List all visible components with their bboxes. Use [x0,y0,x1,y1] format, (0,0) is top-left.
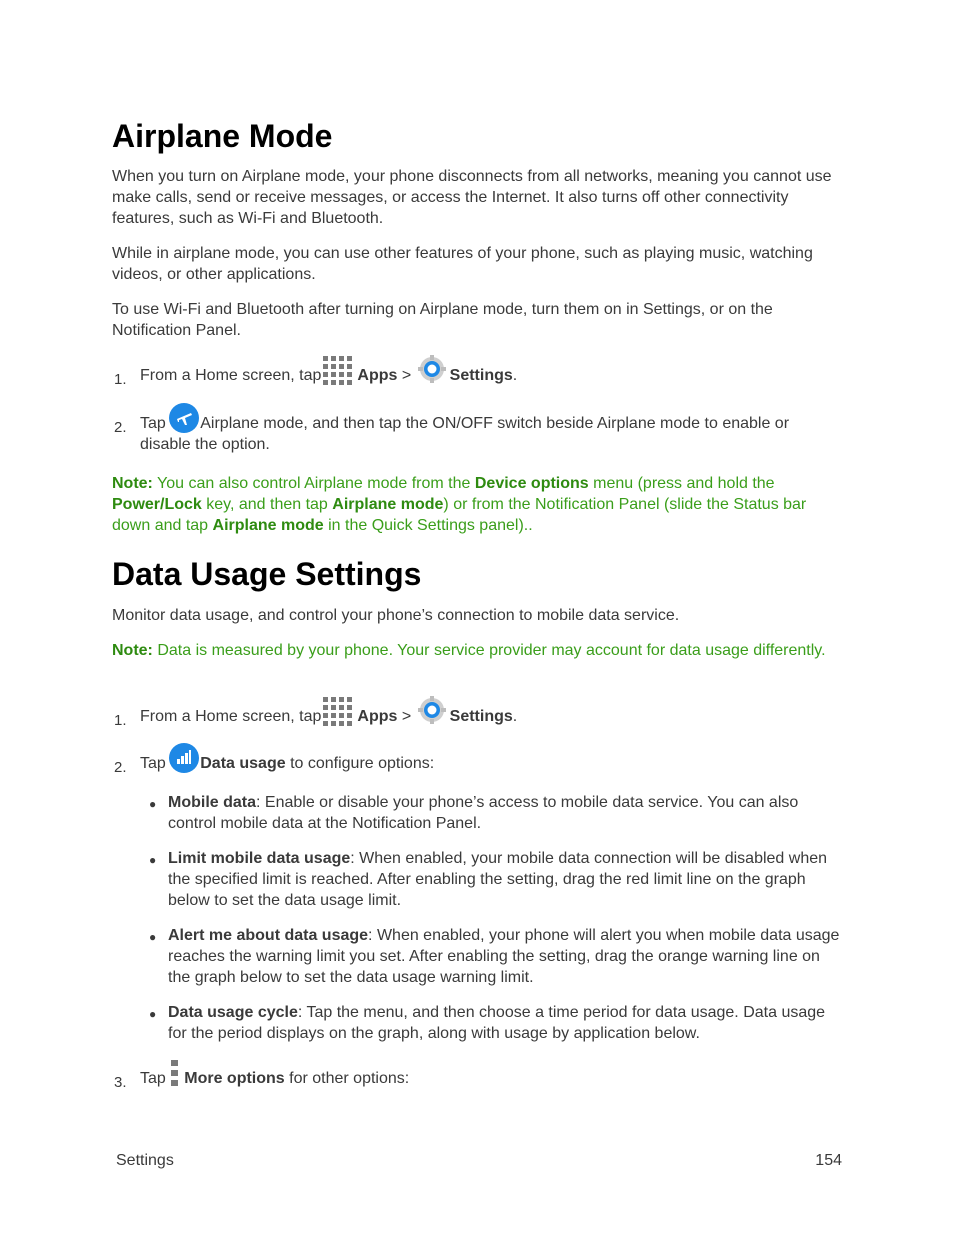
step-text: Tap [140,415,166,432]
apps-label: Apps [357,367,398,384]
bullet-dot: ● [149,930,157,944]
note-bold: Device options [474,475,589,492]
footer-page-number: 154 [815,1152,842,1169]
more-options-icon [168,1057,182,1089]
bullet-usage-cycle [168,1002,843,1044]
settings-label: Settings [449,708,513,725]
data-usage-intro: Monitor data usage, and control your phone’s connection to mobile data service. [112,607,680,624]
settings-gear-icon [416,354,448,386]
step-number: 1. [114,712,127,729]
airplane-features-paragraph: While in airplane mode, you can use other features of your phone, such as playing music, watching videos, or other applications. [112,245,813,283]
bullet-mobile-data [168,792,843,834]
step-text: Tap [140,1070,166,1087]
apps-grid-icon [321,354,357,386]
data-usage-icon [168,742,200,774]
settings-label: Settings [449,367,513,384]
apps-label: Apps [357,708,398,725]
bullet-desc: : Enable or disable your phone’s access to mobile data service. You can also control mobile data at the Notification Panel. [168,794,799,832]
note-text: in the Quick Settings panel).. [323,517,533,534]
airplane-mode-heading: Airplane Mode [112,118,333,154]
airplane-note [112,473,842,536]
period: . [512,367,518,384]
step-text: From a Home screen, tap [140,367,322,384]
step-number: 1. [114,371,127,388]
bullet-dot: ● [149,853,157,867]
note-bold: Power/Lock [112,496,202,513]
data-step-1 [140,695,840,727]
airplane-intro-paragraph: When you turn on Airplane mode, your phone disconnects from all networks, meaning you cannot use make calls, send or receive messages, or access the Internet. It also turns off other connectivity features, such as Wi-Fi and Bluetooth. [112,168,832,227]
step-text: Tap [140,755,166,772]
note-label: Note: [112,475,153,492]
separator: > [397,367,416,384]
note-bold: Airplane mode [332,496,444,513]
settings-gear-icon [416,695,448,727]
step-text: Airplane mode, and then tap the ON/OFF switch beside Airplane mode to enable or disable the option. [140,415,790,453]
note-text: key, and then tap [201,496,333,513]
note-text: Data is measured by your phone. Your service provider may account for data usage differently. [152,642,826,659]
airplane-wifi-paragraph: To use Wi-Fi and Bluetooth after turning on Airplane mode, turn them on in Settings, or on the Notification Panel. [112,301,773,339]
airplane-step-1 [140,354,840,386]
bullet-dot: ● [149,797,157,811]
note-label: Note: [112,642,153,659]
note-bold: Airplane mode [212,517,324,534]
footer-section-name: Settings [116,1152,174,1169]
period: . [512,708,518,725]
step-number: 2. [114,419,127,436]
bullet-desc: : Tap the menu, and then choose a time period for data usage. Data usage for the period displays on the graph, along with usage by application below. [168,1004,826,1042]
bullet-limit-usage [168,848,843,911]
airplane-icon [168,402,200,434]
bullet-alert-usage [168,925,843,988]
bullet-label: Data usage cycle [168,1004,298,1021]
data-usage-label: Data usage [200,755,286,772]
more-options-label: More options [184,1070,285,1087]
data-step-3 [140,1057,840,1089]
bullet-label: Limit mobile data usage [168,850,351,867]
apps-grid-icon [321,695,357,727]
bullet-label: Alert me about data usage [168,927,369,944]
step-text: From a Home screen, tap [140,708,322,725]
note-text: You can also control Airplane mode from the [152,475,475,492]
note-text: ) or from the Notification Panel (slide the Status bar down and tap [112,496,807,534]
step-number: 2. [114,759,127,776]
step-number: 3. [114,1074,127,1091]
step-text: to configure options: [285,755,435,772]
data-usage-heading: Data Usage Settings [112,556,422,592]
separator: > [397,708,416,725]
step-text: for other options: [284,1070,410,1087]
bullet-dot: ● [149,1007,157,1021]
airplane-step-2 [140,402,840,455]
bullet-desc: : When enabled, your phone will alert you when mobile data usage reaches the warning limit you set. After enabling the setting, drag the orange warning line on the graph below to set the data usage warning limit. [168,927,840,986]
data-usage-note [112,640,842,661]
data-step-2 [140,742,840,774]
bullet-label: Mobile data [168,794,257,811]
bullet-desc: : When enabled, your mobile data connection will be disabled when the specified limit is reached. After enabling the setting, drag the red limit line on the graph below to set the data usage limit. [168,850,828,909]
note-text: menu (press and hold the [588,475,775,492]
